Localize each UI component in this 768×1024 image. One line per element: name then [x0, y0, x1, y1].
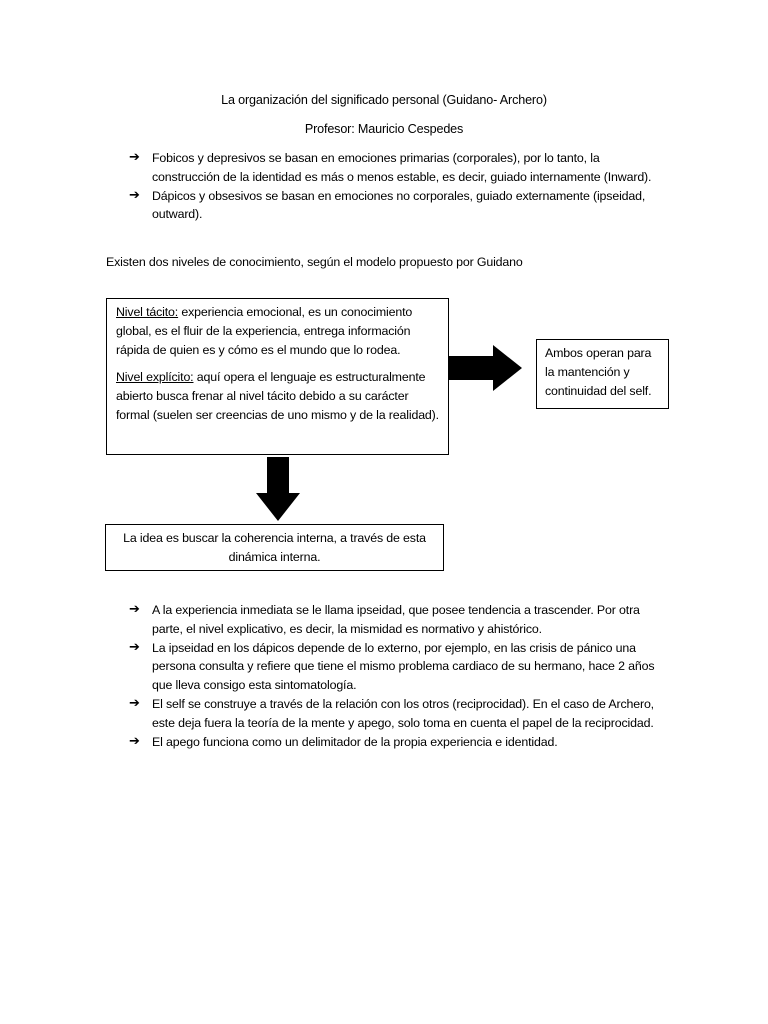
explicit-level-term: Nivel explícito: [116, 370, 194, 385]
document-title: La organización del significado personal (Guidano- Archero) [221, 93, 547, 107]
bullet-text: La ipseidad en los dápicos depende de lo externo, por ejemplo, en las crisis de pánico una persona consulta y refiere que tiene el mismo problema cardiaco de su hermano, hace 2 años que lleva consigo esta sintomatología. [152, 640, 655, 693]
list-item [129, 733, 669, 752]
bullet-text: El self se construye a través de la relación con los otros (reciprocidad). En el caso de Archero, este deja fuera la teoría de la mente y apego, solo toma en cuenta el papel de la reciprocidad. [152, 696, 654, 730]
intro-paragraph: Existen dos niveles de conocimiento, según el modelo propuesto por Guidano [106, 255, 523, 269]
explicit-level-paragraph [116, 368, 439, 424]
list-item [129, 149, 669, 187]
tacit-level-term: Nivel tácito: [116, 305, 179, 319]
coherence-text: La idea es buscar la coherencia interna, a través de esta dinámica interna. [123, 531, 426, 564]
arrow-bullet-icon: ➔ [129, 187, 140, 203]
bullet-text: Dápicos y obsesivos se basan en emociones no corporales, guiado externamente (ipseidad, outward). [152, 188, 646, 222]
tacit-level-paragraph [116, 303, 439, 359]
self-continuity-box [536, 339, 669, 409]
down-arrow-icon [255, 457, 301, 522]
professor-line: Profesor: Mauricio Cespedes [304, 122, 464, 136]
top-bullet-list [129, 149, 669, 224]
bullet-text: Fobicos y depresivos se basan en emociones primarias (corporales), por lo tanto, la construcción de la identidad es más o menos estable, es decir, guiado internamente (Inward). [152, 151, 652, 184]
list-item [129, 695, 669, 733]
arrow-bullet-icon: ➔ [129, 695, 140, 711]
knowledge-levels-box [106, 298, 449, 455]
tacit-level-text: experiencia emocional, es un conocimiento global, es el fluir de la experiencia, entrega información rápida de quien es y cómo es el mundo que lo rodea. [116, 305, 413, 357]
bullet-text: A la experiencia inmediata se le llama ipseidad, que posee tendencia a trascender. Por otra parte, el nivel explicativo, es decir, la mismidad es normativo y ahistórico. [152, 603, 640, 636]
list-item [129, 639, 669, 695]
right-arrow-icon [447, 344, 523, 392]
arrow-bullet-icon: ➔ [129, 733, 140, 749]
coherence-box [105, 524, 444, 571]
arrow-bullet-icon: ➔ [129, 639, 140, 655]
arrow-bullet-icon: ➔ [129, 150, 140, 165]
self-continuity-text: Ambos operan para la mantención y continuidad del self. [545, 346, 652, 398]
list-item [129, 601, 669, 639]
bullet-text: El apego funciona como un delimitador de la propia experiencia e identidad. [152, 734, 558, 749]
arrow-bullet-icon: ➔ [129, 602, 140, 617]
bottom-bullet-list [129, 601, 669, 751]
explicit-level-text: aquí opera el lenguaje es estructuralmente abierto busca frenar al nivel tácito debido a su carácter formal (suelen ser creencias de uno mismo y de la realidad). [116, 370, 439, 422]
list-item [129, 187, 669, 225]
